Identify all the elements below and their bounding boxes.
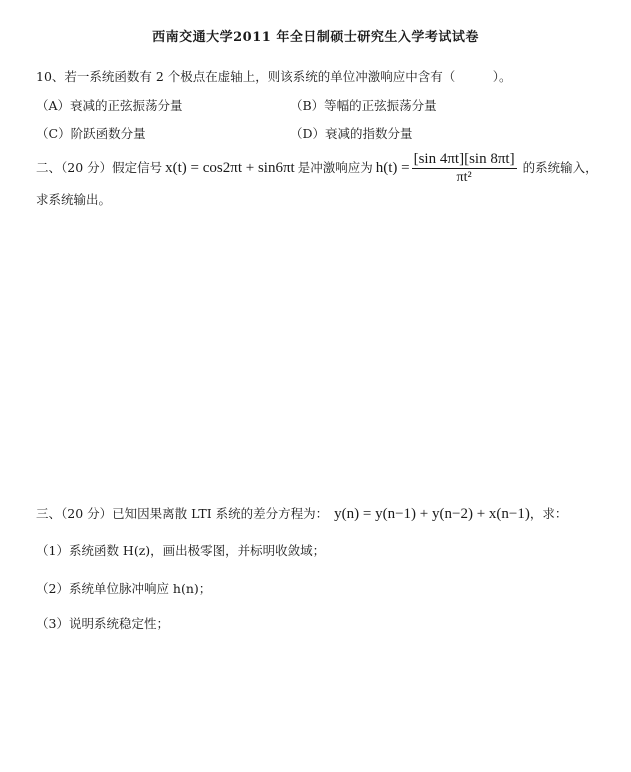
q2-middle: 是冲激响应为 (297, 160, 373, 175)
q2-h-numerator: [sin 4πt][sin 8πt] (413, 150, 515, 167)
q2-suffix: 的系统输入， (522, 160, 598, 175)
q10-stem: 10、若一系统函数有 2 个极点在虚轴上，则该系统的单位冲激响应中含有（ ）。 (36, 69, 512, 84)
q3-difference-equation: y(n) = y(n−1) + y(n−2) + x(n−1) (334, 506, 530, 522)
q3-item-1: （1）系统函数 H(z)，画出极零图，并标明收敛域； (36, 543, 326, 558)
q10-option-b: （B）等幅的正弦振荡分量 (290, 98, 437, 113)
q3-suffix: ，求： (529, 506, 568, 521)
exam-title: 西南交通大学2011 年全日制硕士研究生入学考试试卷 (152, 30, 479, 45)
q2-h-lhs: h(t) = (375, 160, 410, 176)
q10-option-c: （C）阶跃函数分量 (36, 126, 146, 141)
q2-signal-formula: x(t) = cos2πt + sin6πt (165, 160, 295, 176)
q3-item-3: （3）说明系统稳定性； (36, 616, 169, 631)
q10-option-a: （A）衰减的正弦振荡分量 (36, 98, 183, 113)
q2-h-fraction (412, 150, 517, 187)
q2-line2: 求系统输出。 (36, 192, 112, 207)
q3-item-2: （2）系统单位脉冲响应 h(n)； (36, 581, 212, 596)
q2-h-denominator: πt² (456, 169, 472, 185)
q3-line1 (36, 506, 567, 522)
q3-prefix: 三、（20 分）已知因果离散 LTI 系统的差分方程为： (36, 506, 329, 521)
q10-option-d: （D）衰减的指数分量 (290, 126, 413, 141)
q2-line1 (36, 148, 598, 188)
q2-prefix: 二、（20 分）假定信号 (36, 160, 163, 175)
